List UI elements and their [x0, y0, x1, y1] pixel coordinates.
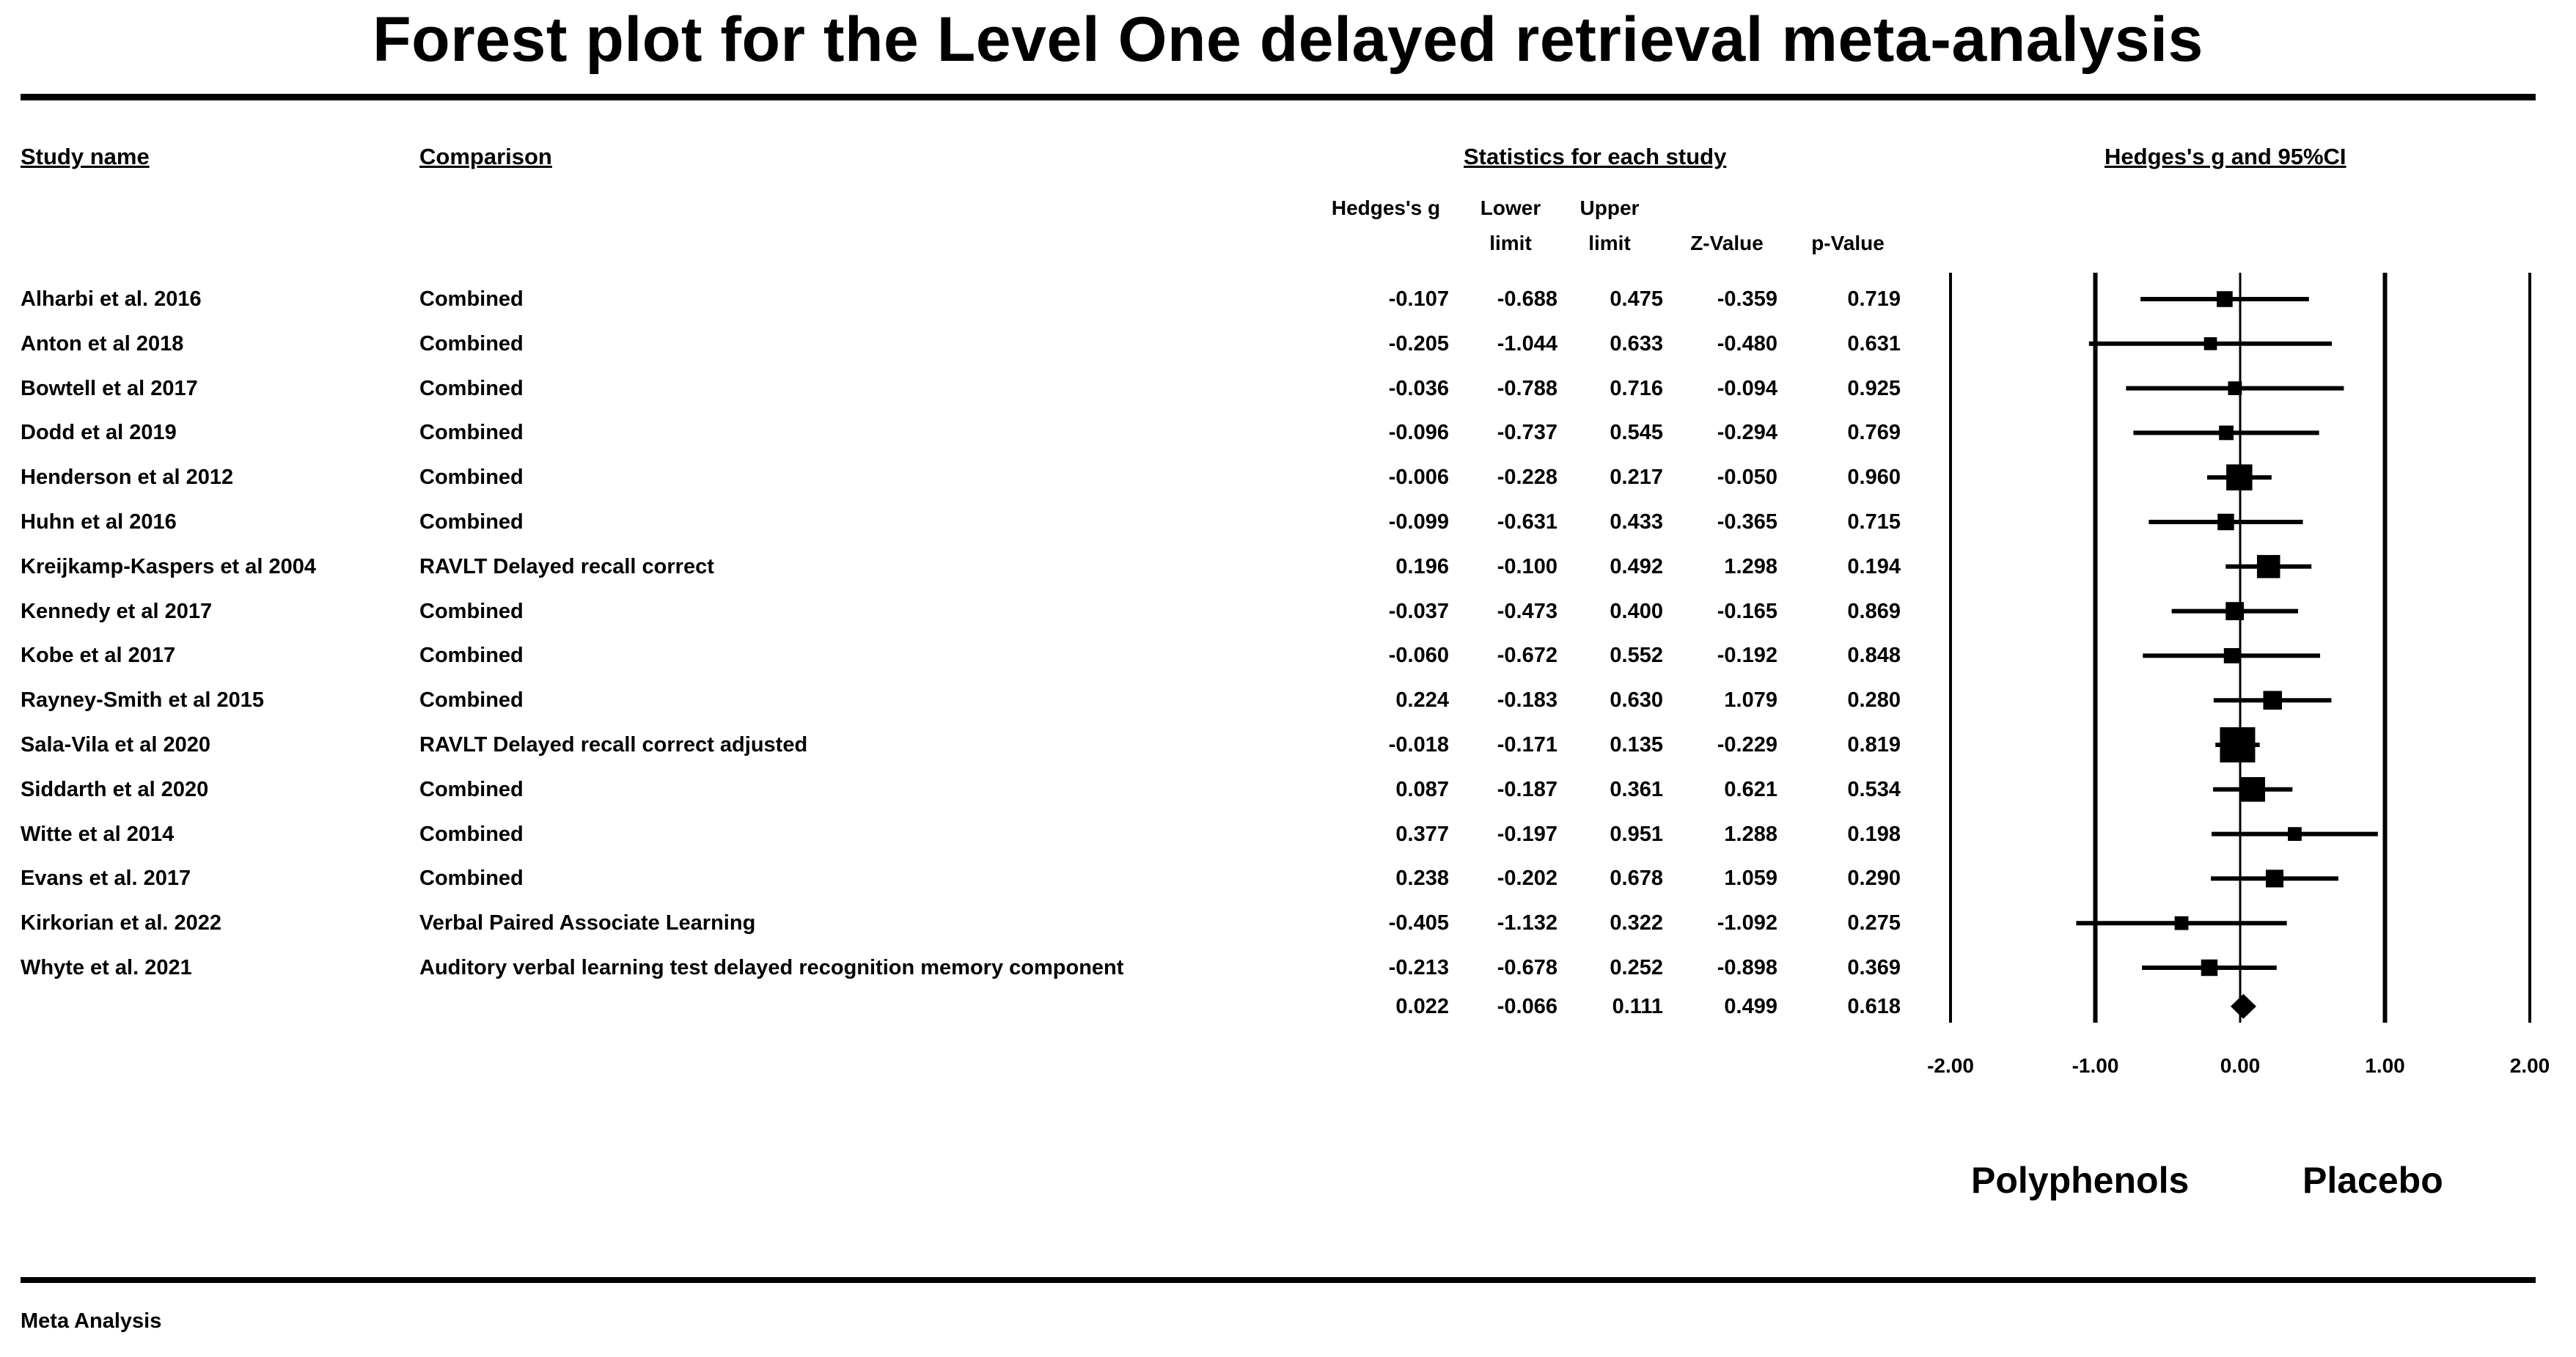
bottom-rule: [21, 1277, 2536, 1283]
stat-lower: -0.688: [1497, 287, 1557, 311]
direction-label-right: Placebo: [2302, 1160, 2443, 1201]
stat-z: 1.298: [1724, 554, 1777, 578]
statistics-header: Statistics for each study: [1464, 144, 1727, 169]
stat-g: -0.205: [1388, 331, 1449, 356]
summary-diamond: [2231, 994, 2256, 1019]
study-name: Witte et al 2014: [21, 822, 175, 846]
stat-lower: -0.678: [1497, 956, 1557, 979]
study-name: Sala-Vila et al 2020: [21, 733, 211, 757]
summary-stat-z: 0.499: [1724, 994, 1777, 1018]
stat-g: -0.405: [1388, 911, 1449, 935]
stat-upper: 0.545: [1610, 421, 1663, 445]
effect-header: Hedges's g and 95%CI: [2105, 144, 2346, 169]
study-name: Whyte et al. 2021: [21, 956, 192, 979]
stat-p: 0.631: [1847, 331, 1901, 356]
comparison-label: Combined: [419, 688, 524, 713]
col-header-lower: Lower limit: [1480, 196, 1541, 254]
comparison-label: Combined: [419, 510, 524, 534]
effect-marker: [2220, 727, 2255, 762]
stat-lower: -0.183: [1497, 688, 1557, 713]
comparison-label: Combined: [419, 867, 524, 891]
stat-upper: 0.492: [1610, 554, 1663, 578]
comparison-label: Auditory verbal learning test delayed recognition memory component: [419, 956, 1124, 979]
stat-z: 1.079: [1724, 688, 1777, 713]
stat-p: 0.719: [1847, 287, 1901, 311]
stat-p: 0.290: [1847, 867, 1901, 891]
study-name: Kobe et al 2017: [21, 644, 176, 668]
stat-p: 0.715: [1847, 510, 1901, 534]
effect-marker: [2217, 514, 2234, 530]
study-name: Rayney-Smith et al 2015: [21, 688, 265, 713]
study-name: Siddarth et al 2020: [21, 777, 209, 801]
stat-z: -0.898: [1717, 956, 1777, 979]
study-name: Huhn et al 2016: [21, 510, 177, 534]
stat-p: 0.369: [1847, 956, 1901, 979]
effect-marker: [2288, 827, 2302, 841]
summary-stat-g: 0.022: [1395, 994, 1449, 1018]
effect-marker: [2240, 777, 2265, 802]
stat-upper: 0.135: [1610, 733, 1663, 757]
x-tick-label: 1.00: [2365, 1054, 2405, 1077]
stat-upper: 0.716: [1610, 376, 1663, 400]
summary-stat-p: 0.618: [1847, 994, 1901, 1018]
stat-lower: -0.100: [1497, 554, 1557, 578]
stat-g: -0.006: [1388, 466, 1449, 490]
stat-g: -0.096: [1388, 421, 1449, 445]
stat-z: -0.165: [1717, 599, 1777, 623]
effect-marker: [2226, 464, 2252, 490]
study-name: Henderson et al 2012: [21, 466, 234, 490]
stat-z: 0.621: [1724, 777, 1777, 801]
stat-g: 0.377: [1395, 822, 1449, 846]
study-name: Dodd et al 2019: [21, 421, 177, 445]
stat-upper: 0.322: [1610, 911, 1663, 935]
stat-p: 0.280: [1847, 688, 1901, 713]
stat-lower: -1.044: [1497, 331, 1557, 356]
effect-marker: [2217, 291, 2233, 307]
effect-marker: [2224, 648, 2239, 663]
stat-g: 0.087: [1395, 777, 1449, 801]
stat-p: 0.819: [1847, 733, 1901, 757]
stat-lower: -0.672: [1497, 644, 1557, 668]
col-header-z: Z-Value: [1690, 232, 1764, 254]
stat-p: 0.194: [1847, 554, 1901, 578]
col-header-p: p-Value: [1811, 232, 1885, 254]
summary-stat-upper: 0.111: [1612, 994, 1663, 1018]
stat-upper: 0.630: [1610, 688, 1663, 713]
stat-upper: 0.678: [1610, 867, 1663, 891]
stat-p: 0.960: [1847, 466, 1901, 490]
stat-upper: 0.400: [1610, 599, 1663, 623]
study-name-header: Study name: [21, 144, 150, 169]
effect-marker: [2175, 916, 2189, 930]
x-tick-label: -2.00: [1927, 1054, 1974, 1077]
x-tick-label: -1.00: [2072, 1054, 2119, 1077]
x-tick-label: 0.00: [2220, 1054, 2261, 1077]
stat-g: -0.107: [1388, 287, 1449, 311]
comparison-label: Combined: [419, 331, 524, 356]
comparison-header: Comparison: [419, 144, 552, 169]
stat-g: -0.018: [1388, 733, 1449, 757]
stat-lower: -0.197: [1497, 822, 1557, 846]
stat-upper: 0.217: [1610, 466, 1663, 490]
col-header-g: Hedges's g: [1331, 196, 1441, 219]
comparison-label: RAVLT Delayed recall correct adjusted: [419, 733, 808, 757]
comparison-label: RAVLT Delayed recall correct: [419, 554, 714, 578]
effect-marker: [2257, 555, 2280, 578]
summary-stat-lower: -0.066: [1497, 994, 1557, 1018]
stat-g: -0.213: [1388, 956, 1449, 979]
comparison-label: Combined: [419, 287, 524, 311]
effect-marker: [2266, 869, 2283, 887]
study-name: Anton et al 2018: [21, 331, 184, 356]
study-name: Kirkorian et al. 2022: [21, 911, 222, 935]
stat-z: -0.050: [1717, 466, 1777, 490]
chart-title: Forest plot for the Level One delayed retrieval meta-analysis: [373, 4, 2203, 75]
stat-g: 0.238: [1395, 867, 1449, 891]
stat-z: -0.359: [1717, 287, 1777, 311]
direction-label-left: Polyphenols: [1971, 1160, 2190, 1201]
stat-z: 1.059: [1724, 867, 1777, 891]
x-tick-label: 2.00: [2509, 1054, 2550, 1077]
stat-g: 0.224: [1395, 688, 1449, 713]
comparison-label: Verbal Paired Associate Learning: [419, 911, 756, 935]
stat-g: -0.099: [1388, 510, 1449, 534]
stat-p: 0.769: [1847, 421, 1901, 445]
study-name: Evans et al. 2017: [21, 867, 191, 891]
stat-upper: 0.552: [1610, 644, 1663, 668]
stat-lower: -0.631: [1497, 510, 1557, 534]
study-name: Bowtell et al 2017: [21, 376, 198, 400]
study-name: Alharbi et al. 2016: [21, 287, 202, 311]
comparison-label: Combined: [419, 599, 524, 623]
stat-p: 0.869: [1847, 599, 1901, 623]
stat-upper: 0.633: [1610, 331, 1663, 356]
stat-g: -0.060: [1388, 644, 1449, 668]
stat-upper: 0.252: [1610, 956, 1663, 979]
effect-marker: [2263, 691, 2281, 709]
stat-g: -0.037: [1388, 599, 1449, 623]
footer-label: Meta Analysis: [21, 1309, 162, 1333]
stat-p: 0.925: [1847, 376, 1901, 400]
stat-lower: -1.132: [1497, 911, 1557, 935]
stat-z: -0.294: [1717, 421, 1777, 445]
stat-z: -0.094: [1717, 376, 1777, 400]
comparison-label: Combined: [419, 421, 524, 445]
stat-lower: -0.473: [1497, 599, 1557, 623]
stat-p: 0.275: [1847, 911, 1901, 935]
stat-lower: -0.737: [1497, 421, 1557, 445]
effect-marker: [2204, 337, 2217, 350]
stat-z: -0.192: [1717, 644, 1777, 668]
stat-g: 0.196: [1395, 554, 1449, 578]
stat-z: 1.288: [1724, 822, 1777, 846]
comparison-label: Combined: [419, 822, 524, 846]
col-header-upper: Upper limit: [1579, 196, 1640, 254]
comparison-label: Combined: [419, 376, 524, 400]
stat-upper: 0.951: [1610, 822, 1663, 846]
study-name: Kennedy et al 2017: [21, 599, 213, 623]
effect-marker: [2228, 381, 2242, 395]
stat-g: -0.036: [1388, 376, 1449, 400]
effect-marker: [2225, 602, 2244, 620]
stat-z: -0.229: [1717, 733, 1777, 757]
stat-lower: -0.228: [1497, 466, 1557, 490]
comparison-label: Combined: [419, 777, 524, 801]
stat-z: -0.365: [1717, 510, 1777, 534]
stat-lower: -0.202: [1497, 867, 1557, 891]
effect-marker: [2219, 426, 2234, 441]
comparison-label: Combined: [419, 466, 524, 490]
stat-upper: 0.475: [1610, 287, 1663, 311]
study-name: Kreijkamp-Kaspers et al 2004: [21, 554, 316, 578]
stat-upper: 0.433: [1610, 510, 1663, 534]
stat-lower: -0.788: [1497, 376, 1557, 400]
comparison-label: Combined: [419, 644, 524, 668]
stat-p: 0.198: [1847, 822, 1901, 846]
stat-p: 0.534: [1847, 777, 1901, 801]
stat-lower: -0.171: [1497, 733, 1557, 757]
stat-upper: 0.361: [1610, 777, 1663, 801]
stat-lower: -0.187: [1497, 777, 1557, 801]
stat-p: 0.848: [1847, 644, 1901, 668]
effect-marker: [2201, 960, 2217, 976]
stat-z: -0.480: [1717, 331, 1777, 356]
stat-z: -1.092: [1717, 911, 1777, 935]
